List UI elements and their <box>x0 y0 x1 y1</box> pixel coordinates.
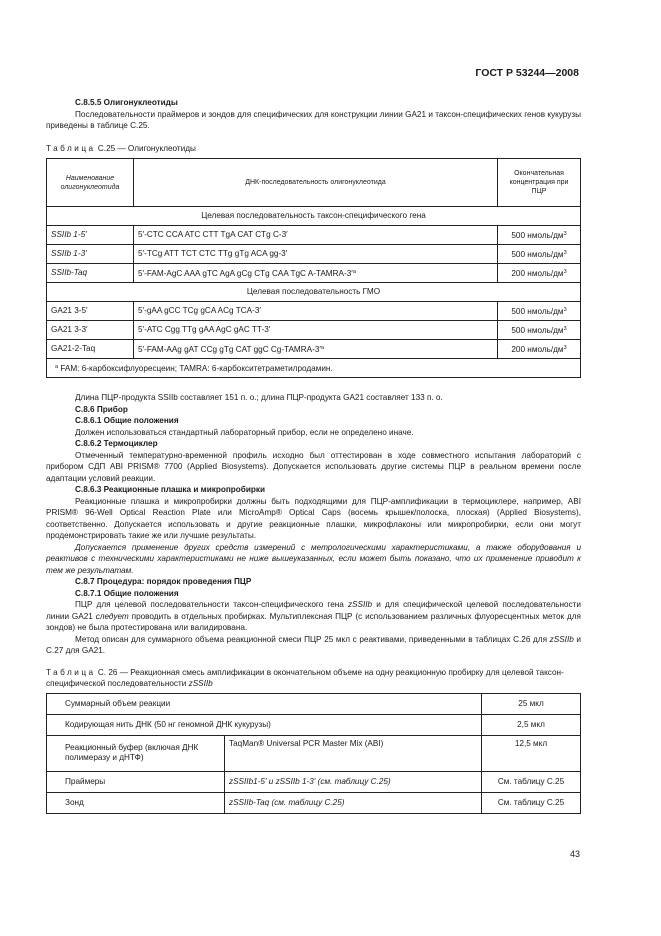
footnote-ref: a <box>352 268 356 275</box>
oligo-concentration <box>498 226 581 245</box>
oligo-concentration <box>498 302 581 321</box>
row-label: Праймеры <box>47 771 225 792</box>
section-c863-text: Реакционные плашка и микропробирки должны быть подходящими для ПЦР-амплификации в термоциклере, например, ABI PRISM® 96-Well Optical Reaction Plate или MicroAmp® Optical Caps (восемь крышек/полоска, плоская) (Applied Biosystems), соответственно. Допускается использовать и другие реакционные плашки, микрофлаконы или микропробирки, если они могут продемонстрировать такие же или лучшие результаты. <box>46 496 581 540</box>
section-c863-note: Допускается применение других средств измерений с метрологическими характеристиками, а также оборудования и реактивов с техническими характеристиками не ниже вышеуказанных, если может быть показано, что их применение приводит к тем же результатам. <box>46 542 581 575</box>
table-header-row <box>47 159 581 207</box>
document-header: ГОСТ Р 53244—2008 <box>475 67 579 79</box>
caption-word: Таблица <box>46 143 96 153</box>
group-row <box>47 283 581 302</box>
table-row <box>47 340 581 359</box>
oligo-name: SSIIb 1-5′ <box>47 226 134 245</box>
table-row <box>47 226 581 245</box>
row-description: zSSIIb1-5′ и zSSIIb 1-3′ (см. таблицу С.25) <box>225 771 482 792</box>
text-part: и для специфической целевой последовательности линии GA21 <box>46 600 581 621</box>
footnote-mark: a <box>55 363 59 370</box>
caption-rest: С. 26 — Реакционная смесь амплификации в окончательном объеме на одну реакционную пробирку для целевой таксон-специфической последовательности <box>46 667 564 688</box>
conc-exponent: 3 <box>563 325 567 332</box>
caption-italic: zSSIIb <box>188 679 213 688</box>
oligo-concentration <box>498 264 581 283</box>
row-label: Реакционный буфер (включая ДНК полимеразу и дНТФ) <box>47 735 225 771</box>
conc-value: 500 нмоль/дм <box>511 306 564 316</box>
oligo-sequence: 5′-CTC CCA ATC CTT TgA CAT CTg C-3′ <box>134 226 498 245</box>
conc-exponent: 3 <box>563 230 567 237</box>
row-value: 12,5 мкл <box>482 735 581 771</box>
text-part: и С.27 для GA21. <box>46 634 581 655</box>
page-number: 43 <box>569 849 580 859</box>
conc-value: 500 нмоль/дм <box>511 325 564 335</box>
row-label: Суммарный объем реакции <box>47 693 482 714</box>
text-part-italic: zSSIIb <box>347 600 373 609</box>
table-footnote-row <box>47 359 581 378</box>
oligo-name: SSIIb 1-3′ <box>47 245 134 264</box>
row-label: Кодирующая нить ДНК (50 нг геномной ДНК кукурузы) <box>47 714 482 735</box>
conc-exponent: 3 <box>563 268 567 275</box>
table-c25-caption <box>46 143 581 155</box>
text-part: ПЦР для целевой последовательности таксон-специфического гена <box>75 600 348 609</box>
row-description: zSSIIb-Taq (см. таблицу С.25) <box>225 792 482 813</box>
text-part-italic: следует <box>95 611 129 621</box>
pcr-product-length: Длина ПЦР-продукта SSIIb составляет 151 п. о.; длина ПЦР-продукта GA21 составляет 133 п. о. <box>75 393 443 402</box>
section-c871-title: C.8.7.1 Общие положения <box>75 588 179 598</box>
footnote-text: FAM: 6-карбоксифлуоресцеин; TAMRA: 6-карбокситетраметилродамин. <box>58 363 333 373</box>
section-c87-title: C.8.7 Процедура: порядок проведения ПЦР <box>75 577 252 586</box>
oligo-name: GA21 3-5′ <box>47 302 134 321</box>
header-concentration: Окончательная концентрация при ПЦР <box>498 159 581 207</box>
table-row <box>47 302 581 321</box>
row-value: См. таблицу С.25 <box>482 792 581 813</box>
conc-value: 200 нмоль/дм <box>511 268 564 278</box>
oligo-name: GA21-2-Taq <box>47 340 134 359</box>
table-footnote <box>47 359 581 378</box>
caption-word: Таблица <box>46 667 96 677</box>
section-c862-title: C.8.6.2 Термоциклер <box>75 439 158 448</box>
oligo-sequence: 5′-ATC Cgg TTg gAA AgC gAC TT-3′ <box>134 321 498 340</box>
conc-exponent: 3 <box>563 306 567 313</box>
sequence-text: 5′-FAM-AAg gAT CCg gTg CAT ggC Cg-TAMRA-3′ <box>138 344 321 354</box>
row-label: Зонд <box>47 792 225 813</box>
table-row <box>47 693 581 714</box>
conc-exponent: 3 <box>563 249 567 256</box>
row-value: 25 мкл <box>482 693 581 714</box>
text-part: Метод описан для суммарного объема реакционной смеси ПЦР 25 мкл с реактивами, приведенными в таблицах С.26 для <box>75 634 550 644</box>
section-c855-text: Последовательности праймеров и зондов для специфических для конструкции линии GA21 и таксон-специфических генов кукурузы приведены в таблице С.25. <box>46 109 581 130</box>
text-part: проводить в отдельных пробирках. Мультиплексная ПЦР (с использованием различных флуоресцентных меток для зондов) не была протестирована или валидирована. <box>46 611 581 632</box>
group-label: Целевая последовательность ГМО <box>47 283 581 302</box>
oligo-sequence <box>134 340 498 359</box>
row-value: См. таблицу С.25 <box>482 771 581 792</box>
section-c86-title: C.8.6 Прибор <box>75 404 128 414</box>
section-c855-title: C.8.5.5 Олигонуклеотиды <box>75 98 178 107</box>
oligo-concentration <box>498 245 581 264</box>
oligo-sequence: 5′-TCg ATT TCT CTC TTg gTg ACA gg-3′ <box>134 245 498 264</box>
section-c871-text-2 <box>46 634 581 657</box>
conc-value: 500 нмоль/дм <box>511 230 564 240</box>
header-sequence: ДНК-последовательность олигонуклеотида <box>134 159 498 207</box>
table-c25 <box>46 158 581 378</box>
conc-exponent: 3 <box>563 344 567 351</box>
row-description: TaqMan® Universal PCR Master Mix (ABI) <box>225 735 482 771</box>
text-part-italic: zSSIIb <box>549 634 574 644</box>
conc-value: 200 нмоль/дм <box>511 344 564 354</box>
sequence-text: 5′-FAM-AgC AAA gTC AgA gCg CTg CAA TgC A-TAMRA-3′ <box>138 268 353 278</box>
section-c862-text: Отмеченный температурно-временной профиль исходно был оттестирован в ходе совместного испытания лабораторий с прибором СДП ABI PRISM® 7700 (Applied Biosystems). Допускается использовать другие системы ПЦР в реальном времени после адаптации условий реакции. <box>46 450 581 483</box>
section-c863-title: C.8.6.3 Реакционные плашка и микропробирки <box>75 485 266 494</box>
table-row <box>47 735 581 771</box>
group-label: Целевая последовательность таксон-специфического гена <box>47 207 581 226</box>
header-name: Наименование олигонуклеотида <box>47 159 134 207</box>
section-c861-title: C.8.6.1 Общие положения <box>75 416 179 425</box>
oligo-concentration <box>498 340 581 359</box>
table-row <box>47 792 581 813</box>
section-c861-text: Должен использоваться стандартный лабораторный прибор, если не определено иначе. <box>75 427 414 437</box>
table-row <box>47 245 581 264</box>
table-row <box>47 771 581 792</box>
table-c26-caption <box>46 667 581 690</box>
oligo-sequence <box>134 264 498 283</box>
table-row <box>47 714 581 735</box>
footnote-ref: a <box>320 344 324 351</box>
group-row <box>47 207 581 226</box>
oligo-name: SSIIb-Taq <box>47 264 134 283</box>
table-row <box>47 264 581 283</box>
conc-value: 500 нмоль/дм <box>511 249 564 259</box>
section-c871-text <box>46 599 581 634</box>
table-c26 <box>46 693 581 814</box>
oligo-concentration <box>498 321 581 340</box>
content <box>46 97 581 814</box>
table-row <box>47 321 581 340</box>
row-value: 2,5 мкл <box>482 714 581 735</box>
oligo-name: GA21 3-3′ <box>47 321 134 340</box>
caption-rest: С.25 — Олигонуклеотиды <box>95 143 196 153</box>
oligo-sequence: 5′-gAA gCC TCg gCA ACg TCA-3′ <box>134 302 498 321</box>
